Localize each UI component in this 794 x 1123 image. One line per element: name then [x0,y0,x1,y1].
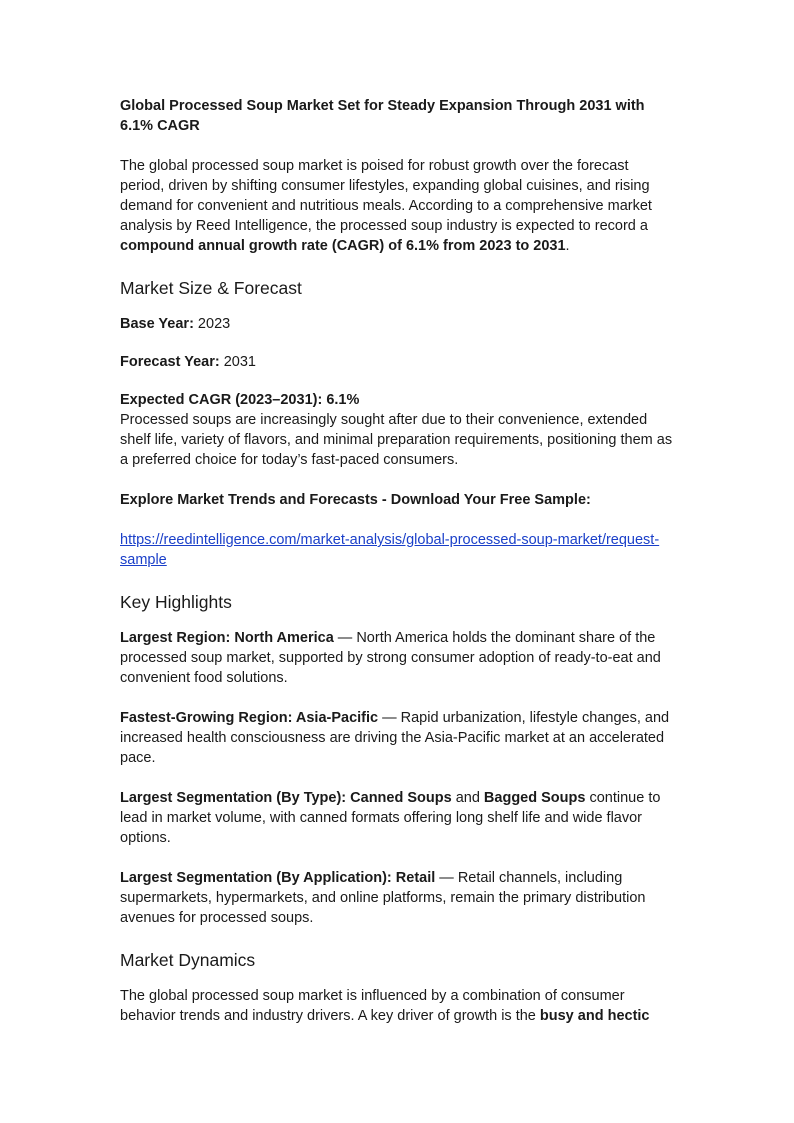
intro-paragraph [120,156,676,256]
highlight-region-text: — North America holds the dominant share of the processed soup market, supported by strong consumer adoption of ready-to-eat and convenient food solutions. [120,630,661,686]
document-title: Global Processed Soup Market Set for Steady Expansion Through 2031 with 6.1% CAGR [120,98,645,134]
cagr-label: Expected CAGR (2023–2031): 6.1% [120,392,360,408]
base-year-value: 2023 [193,316,231,332]
dynamics-text: The global processed soup market is influenced by a combination of consumer behavior trends and industry drivers. A key driver of growth is the [120,988,625,1024]
highlight-app-text: — Retail channels, including supermarkets, hypermarkets, and online platforms, remain the primary distribution avenues for processed soups. [120,870,646,926]
base-year-line [120,314,676,334]
market-description: Processed soups are increasingly sought after due to their convenience, extended shelf life, variety of flavors, and minimal preparation requirements, positioning them as a preferred choice for today’s fast-paced consumers. [120,412,673,468]
highlight-type-label: Largest Segmentation (By Type): Canned Soups [120,790,452,806]
highlight-type-bold2: Bagged Soups [483,790,586,806]
document-page [120,96,676,1026]
dynamics-paragraph [120,986,676,1026]
highlight-largest-region [120,628,676,688]
highlight-type-text: continue to lead in market volume, with canned formats offering long shelf life and wide flavor options. [120,790,661,846]
highlight-app-label: Largest Segmentation (By Application): Retail [120,870,436,886]
explore-label: Explore Market Trends and Forecasts - Download Your Free Sample: [120,492,591,508]
highlight-region-label: Largest Region: North America [120,630,334,646]
intro-text: The global processed soup market is poised for robust growth over the forecast period, driven by shifting consumer lifestyles, expanding global cuisines, and rising demand for convenient and nutritious meals. According to a comprehensive market analysis by Reed Intelligence, the processed soup industry is expected to record a [120,158,652,234]
forecast-year-line [120,352,676,372]
sample-link-line [120,530,676,570]
sample-link[interactable]: https://reedintelligence.com/market-analysis/global-processed-soup-market/request-sample [120,532,660,568]
key-highlights-heading: Key Highlights [120,592,232,612]
highlight-application-segment [120,868,676,928]
market-dynamics-heading: Market Dynamics [120,950,256,970]
highlight-fastest-label: Fastest-Growing Region: Asia-Pacific [120,710,379,726]
intro-cagr-bold: compound annual growth rate (CAGR) of 6.1% from 2023 to 2031 [120,238,566,254]
highlight-type-segment [120,788,676,848]
forecast-year-value: 2031 [219,354,256,370]
base-year-label: Base Year: [120,316,194,332]
dynamics-bold: busy and hectic [539,1008,650,1024]
market-size-heading: Market Size & Forecast [120,278,302,298]
highlight-fastest-text: — Rapid urbanization, lifestyle changes, and increased health consciousness are driving the Asia-Pacific market at an accelerated pace. [120,710,670,766]
highlight-type-and: and [451,790,484,806]
highlight-fastest-region [120,708,676,768]
intro-end: . [565,238,570,254]
cagr-line [120,390,676,410]
forecast-year-label: Forecast Year: [120,354,220,370]
explore-line [120,490,676,510]
